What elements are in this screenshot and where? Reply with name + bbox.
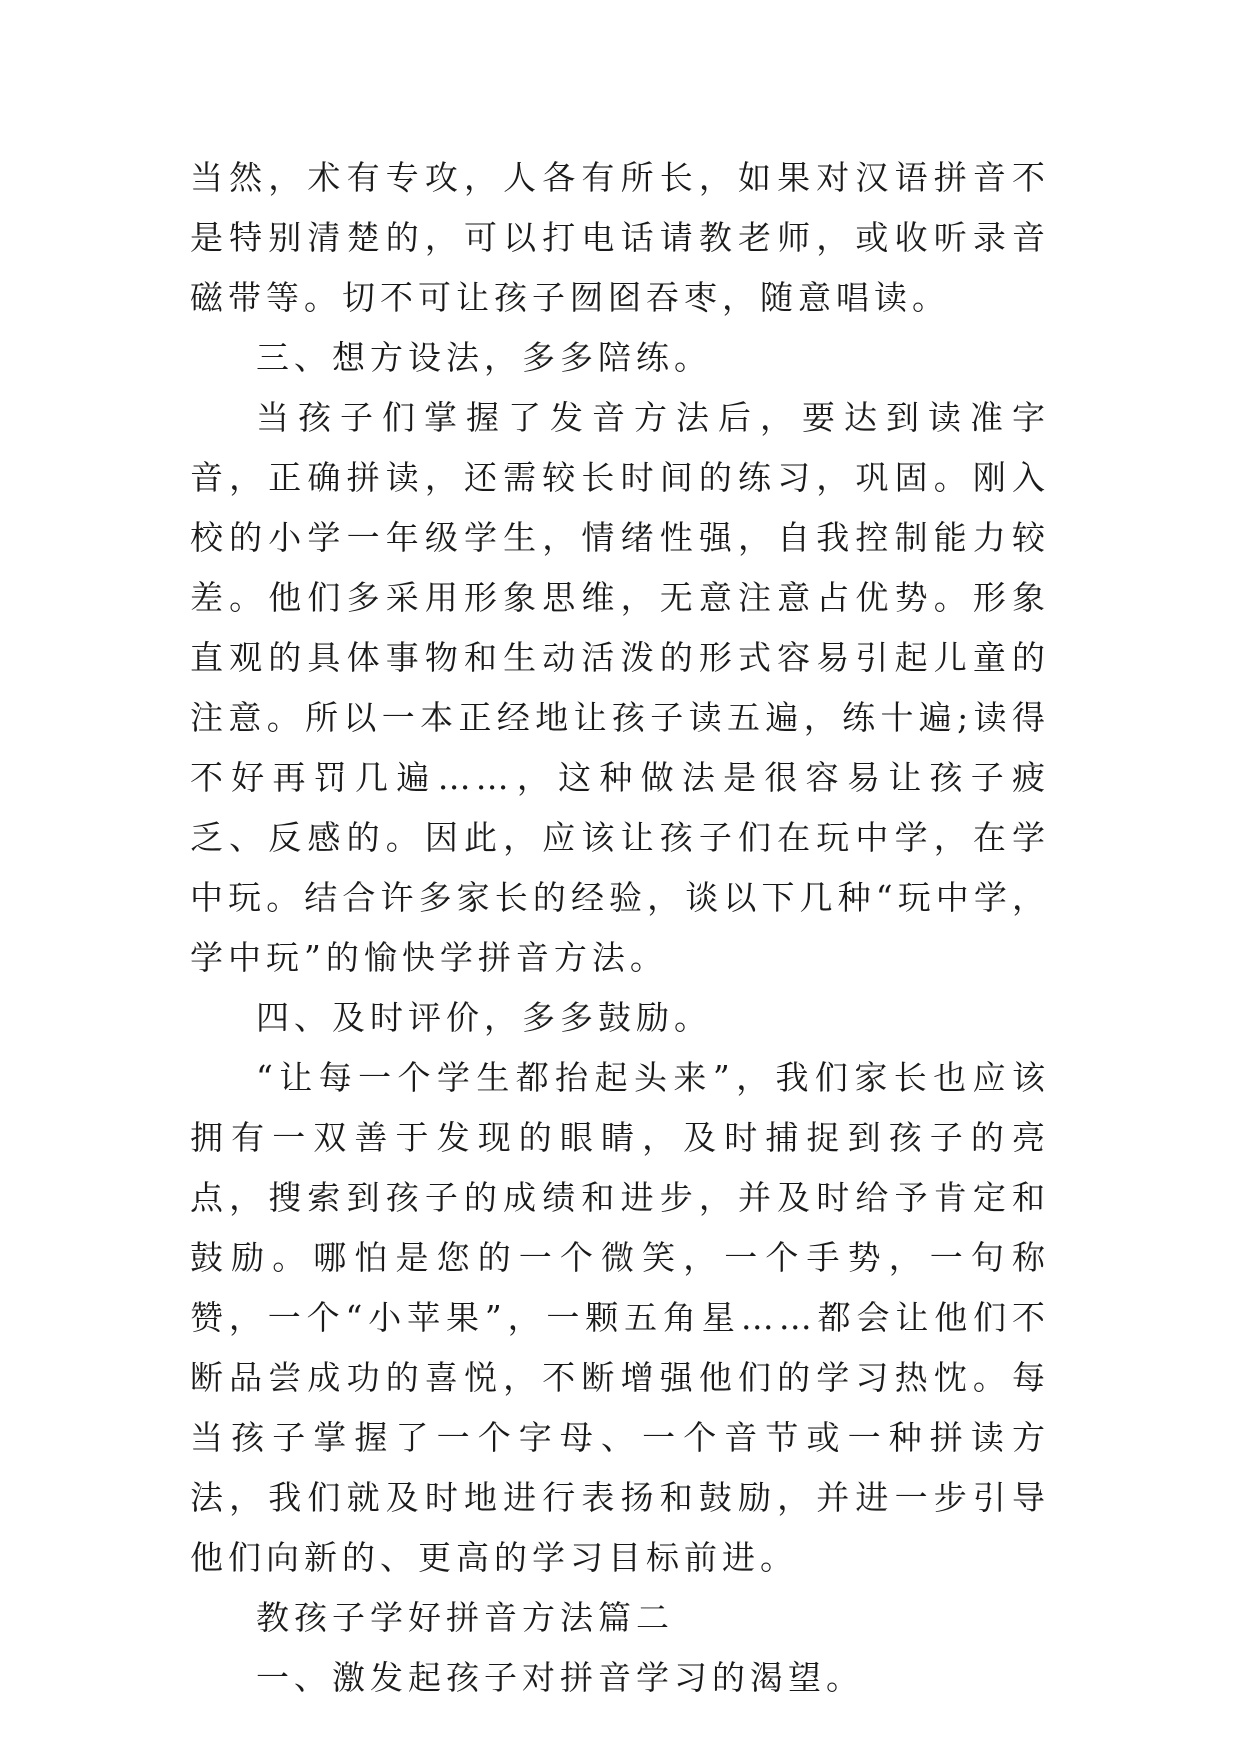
paragraph-2: 当孩子们掌握了发音方法后，要达到读准字音，正确拼读，还需较长时间的练习，巩固。刚入校的小学一年级学生，情绪性强，自我控制能力较差。他们多采用形象思维，无意注意占优势。形象直观的具体事物和生动活泼的形式容易引起儿童的注意。所以一本正经地让孩子读五遍，练十遍;读得不好再罚几遍……，这种做法是很容易让孩子疲乏、反感的。因此，应该让孩子们在玩中学，在学中玩。结合许多家长的经验，谈以下几种“玩中学，学中玩”的愉快学拼音方法。: [190, 398, 1050, 977]
paragraph-3: “让每一个学生都抬起头来”，我们家长也应该拥有一双善于发现的眼睛，及时捕捉到孩子的亮点，搜索到孩子的成绩和进步，并及时给予肯定和鼓励。哪怕是您的一个微笑，一个手势，一句称赞，一个“小苹果”，一颗五角星……都会让他们不断品尝成功的喜悦，不断增强他们的学习热忱。每当孩子掌握了一个字母、一个音节或一种拼读方法，我们就及时地进行表扬和鼓励，并进一步引导他们向新的、更高的学习目标前进。: [190, 1058, 1050, 1577]
document-body: [190, 148, 1050, 1708]
paragraph-1: 当然，术有专攻，人各有所长，如果对汉语拼音不是特别清楚的，可以打电话请教老师，或收听录音磁带等。切不可让孩子囫囵吞枣，随意唱读。: [190, 158, 1050, 317]
section-heading-3: 三、想方设法，多多陪练。: [256, 338, 712, 377]
section-heading-4: 四、及时评价，多多鼓励。: [256, 998, 712, 1037]
article-title-part-2: 教孩子学好拼音方法篇二: [256, 1598, 674, 1637]
section-heading-1: 一、激发起孩子对拼音学习的渴望。: [256, 1658, 864, 1697]
